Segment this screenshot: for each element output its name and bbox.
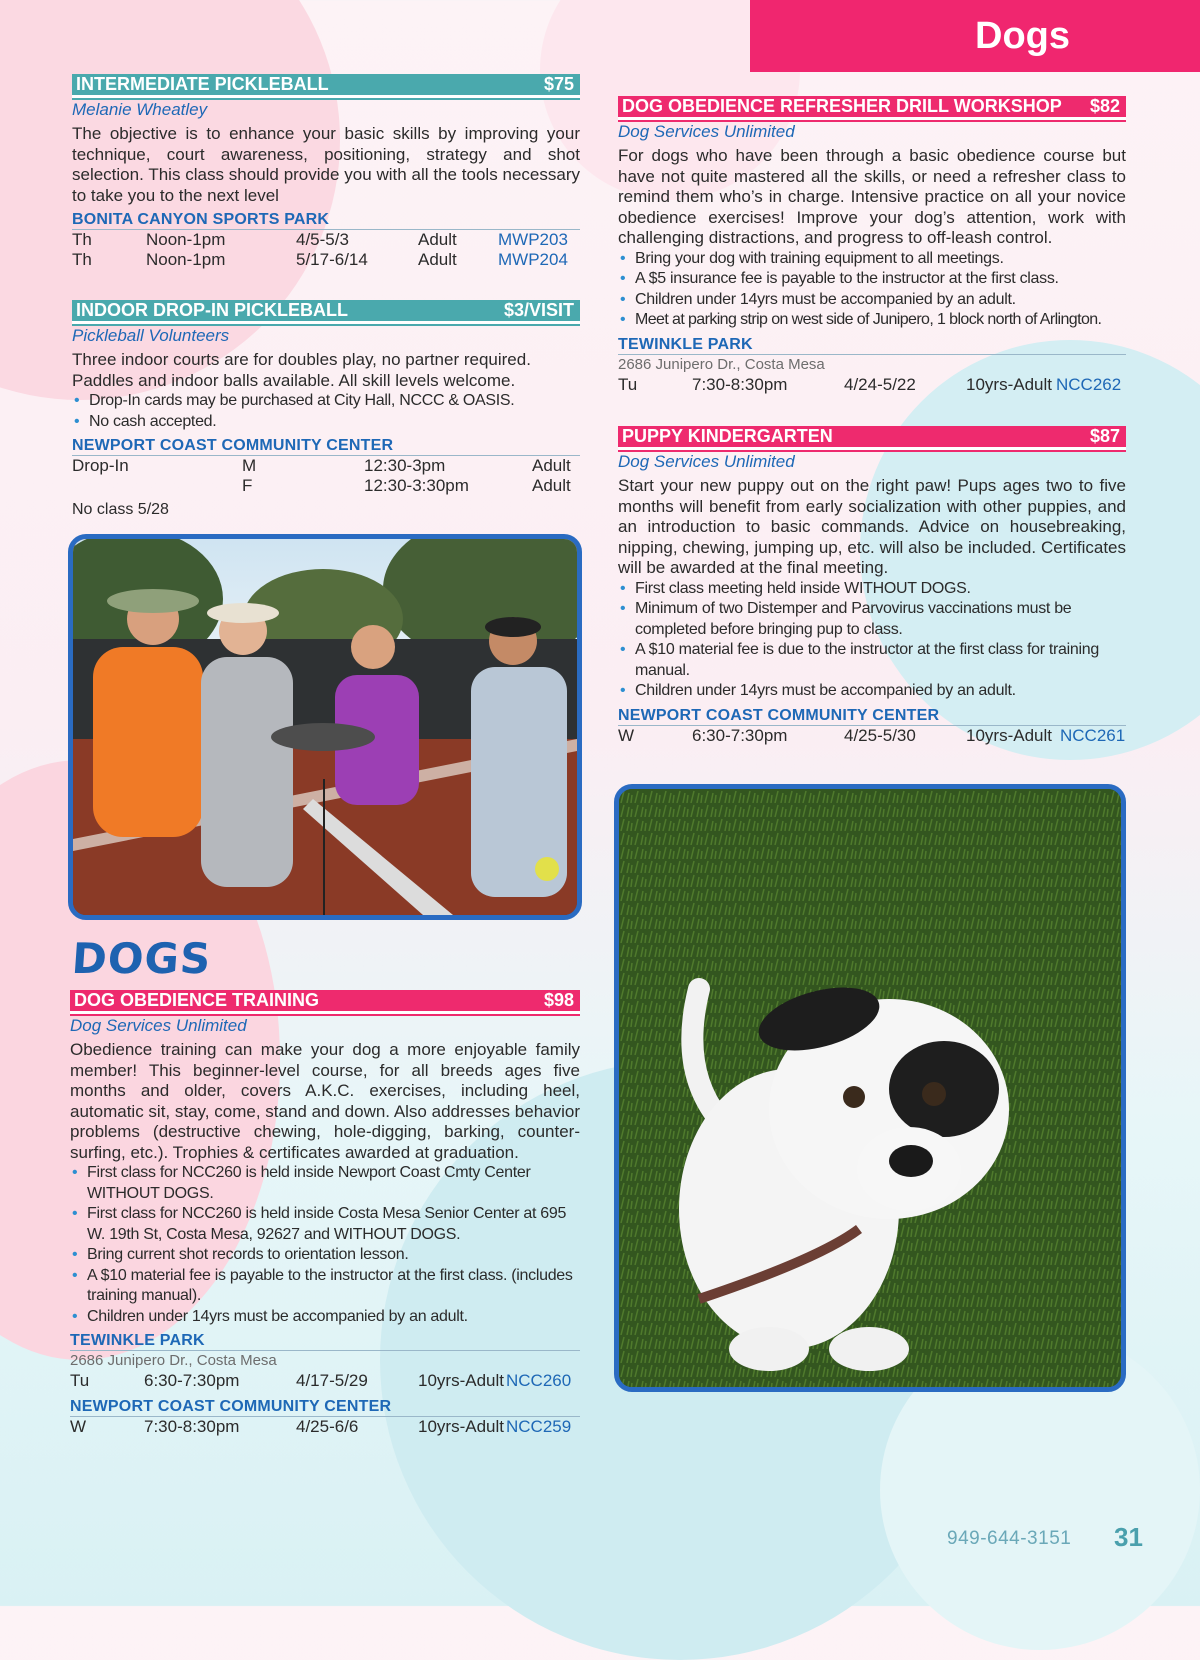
schedule-row <box>72 476 580 496</box>
dates: 5/17-6/14 <box>296 250 368 269</box>
class-title: DOG OBEDIENCE REFRESHER DRILL WORKSHOP <box>622 96 1062 116</box>
note-item: • A $10 material fee is payable to the instructor at the first class. (includes training manual). <box>70 1266 580 1307</box>
course-code: NCC262 <box>1056 374 1122 394</box>
note-item: • First class for NCC260 is held inside Newport Coast Cmty Center WITHOUT DOGS. <box>70 1163 580 1204</box>
page-number: 31 <box>1114 1522 1143 1552</box>
class-price: $3/VISIT <box>503 300 574 320</box>
class-title: PUPPY KINDERGARTEN <box>622 426 833 446</box>
note-item: • First class meeting held inside WITHOUT DOGS. <box>618 579 1126 600</box>
note-item: • Bring your dog with training equipment to all meetings. <box>618 249 1126 270</box>
schedule-footnote: No class 5/28 <box>72 501 169 518</box>
day: Th <box>72 250 92 269</box>
time: 12:30-3:30pm <box>364 476 469 495</box>
age: Adult <box>418 250 457 269</box>
note-item: • A $10 material fee is due to the instructor at the first class for training manual. <box>618 640 1126 681</box>
instructor-name: Pickleball Volunteers <box>72 326 230 345</box>
day: W <box>618 725 635 745</box>
time: Noon-1pm <box>146 230 226 249</box>
note-item: • Drop-In cards may be purchased at City Hall, NCCC & OASIS. <box>72 391 580 412</box>
class-title: INDOOR DROP-IN PICKLEBALL <box>76 300 348 320</box>
day: F <box>242 476 253 495</box>
schedule-row <box>72 250 580 270</box>
age: 10yrs-Adult <box>966 374 1052 394</box>
class-description: Obedience training can make your dog a more enjoyable family member! This beginner-level course, for all breeds ages five months and older, covers A.K.C. exercises, including heel, automatic sit, stay, come, stand and down. Also addresses behavior problems (destructive chewing, hole-digging, barking, counter-surfing, etc.). Trophies & certificates awarded at graduation. <box>70 1040 580 1162</box>
class-notes <box>618 249 1126 331</box>
label: Drop-In <box>72 456 129 475</box>
note-item: • A $5 insurance fee is payable to the instructor at the first class. <box>618 269 1126 290</box>
intermediate-pickleball-section <box>72 74 580 270</box>
indoor-pickleball-section <box>72 300 580 520</box>
class-title: INTERMEDIATE PICKLEBALL <box>76 74 329 94</box>
course-code: NCC260 <box>506 1371 572 1390</box>
class-price: $75 <box>543 74 574 94</box>
day: Th <box>72 230 92 249</box>
footer-phone: 949-644-3151 <box>947 1528 1072 1549</box>
age: 10yrs-Adult <box>966 725 1052 745</box>
course-code: MWP203 <box>498 230 568 249</box>
note-item: • Minimum of two Distemper and Parvovirus vaccinations must be completed before bringing pup to class. <box>618 599 1126 640</box>
day: Tu <box>70 1371 90 1390</box>
note-item: • No cash accepted. <box>72 412 580 433</box>
note-item: • Bring current shot records to orientation lesson. <box>70 1245 580 1266</box>
schedule-row <box>618 375 1126 395</box>
location-name: NEWPORT COAST COMMUNITY CENTER <box>72 436 580 456</box>
class-notes <box>618 579 1126 702</box>
schedule-row <box>618 726 1126 746</box>
day: Tu <box>618 374 638 394</box>
day: W <box>70 1417 87 1436</box>
location-address: 2686 Junipero Dr., Costa Mesa <box>618 355 825 373</box>
class-description: The objective is to enhance your basic skills by improving your technique, court awareness, positioning, strategy and shot selection. This class should provide you with all the tools necessary to take you to the next level <box>72 124 580 205</box>
time: 6:30-7:30pm <box>692 725 788 745</box>
dates: 4/17-5/29 <box>296 1371 368 1390</box>
class-description: For dogs who have been through a basic obedience course but have not quite mastered all the skills, or need a refresher class to remind them who’s in charge. Intensive practice on all your novice obedience exercises! Improve your dog’s attention, work with challenging distractions, and progress to off-leash control. <box>618 146 1126 247</box>
puppy-kindergarten-section <box>618 426 1126 746</box>
location-name: TEWINKLE PARK <box>618 335 1126 355</box>
instructor-name: Dog Services Unlimited <box>618 122 795 141</box>
dates: 4/25-5/30 <box>844 725 916 745</box>
instructor-name: Melanie Wheatley <box>72 100 208 119</box>
age: 10yrs-Adult <box>418 1371 504 1390</box>
course-code: NCC261 <box>1060 725 1126 745</box>
class-title-bar <box>72 300 580 324</box>
class-notes <box>70 1163 580 1327</box>
class-description: Three indoor courts are for doubles play, no partner required. Paddles and indoor balls available. All skill levels welcome. <box>72 350 531 390</box>
puppy-photo-illustration <box>619 789 1121 1387</box>
day: M <box>242 456 257 475</box>
location-address: 2686 Junipero Dr., Costa Mesa <box>70 1352 277 1369</box>
class-title-bar <box>618 426 1126 450</box>
time: 7:30-8:30pm <box>144 1417 240 1436</box>
class-description: Start your new puppy out on the right paw! Pups ages two to five months will benefit from early socialization with other puppies, and an introduction to basic commands. Advice on housebreaking, nipping, chewing, jumping up, etc. will also be included. Certificates will be awarded at the final meeting. <box>618 476 1126 577</box>
note-item: • Meet at parking strip on west side of Junipero, 1 block north of Arlington. <box>618 310 1126 331</box>
dates: 4/24-5/22 <box>844 374 916 394</box>
instructor-name: Dog Services Unlimited <box>70 1016 247 1035</box>
time: 12:30-3pm <box>364 456 446 475</box>
time: Noon-1pm <box>146 250 226 269</box>
dates: 4/25-6/6 <box>296 1417 359 1436</box>
age: 10yrs-Adult <box>418 1417 504 1436</box>
pickleball-photo <box>68 534 582 920</box>
note-item: • First class for NCC260 is held inside Costa Mesa Senior Center at 695 W. 19th St, Costa Mesa, 92627 and WITHOUT DOGS. <box>70 1204 580 1245</box>
schedule-row <box>72 230 580 250</box>
location-name: NEWPORT COAST COMMUNITY CENTER <box>70 1397 580 1417</box>
puppy-photo <box>614 784 1126 1392</box>
location-name: TEWINKLE PARK <box>70 1331 580 1351</box>
pickleball-photo-illustration <box>73 539 577 915</box>
instructor-name: Dog Services Unlimited <box>618 452 795 471</box>
schedule-row <box>70 1417 580 1437</box>
class-notes <box>72 391 580 432</box>
note-item: • Children under 14yrs must be accompanied by an adult. <box>618 290 1126 311</box>
class-title-bar <box>618 96 1126 120</box>
age: Adult <box>418 230 457 249</box>
schedule-row <box>70 1371 580 1391</box>
note-item: • Children under 14yrs must be accompanied by an adult. <box>70 1307 580 1328</box>
age: Adult <box>532 456 571 475</box>
time: 7:30-8:30pm <box>692 374 788 394</box>
class-price: $82 <box>1089 96 1120 116</box>
course-code: MWP204 <box>498 250 568 269</box>
dates: 4/5-5/3 <box>296 230 349 249</box>
time: 6:30-7:30pm <box>144 1371 240 1390</box>
section-heading: DOGS <box>70 934 214 983</box>
dog-obedience-section <box>70 990 580 1437</box>
label <box>72 476 242 496</box>
schedule-row <box>72 456 580 476</box>
age: Adult <box>532 476 571 495</box>
location-name: BONITA CANYON SPORTS PARK <box>72 210 580 230</box>
class-price: $98 <box>543 990 574 1010</box>
refresher-workshop-section <box>618 96 1126 395</box>
course-code: NCC259 <box>506 1417 572 1436</box>
class-price: $87 <box>1089 426 1120 446</box>
class-title-bar <box>72 74 580 98</box>
note-item: • Children under 14yrs must be accompanied by an adult. <box>618 681 1126 702</box>
location-name: NEWPORT COAST COMMUNITY CENTER <box>618 706 1126 726</box>
page-section-tab: Dogs <box>750 0 1200 72</box>
class-title-bar <box>70 990 580 1014</box>
class-title: DOG OBEDIENCE TRAINING <box>74 990 320 1010</box>
